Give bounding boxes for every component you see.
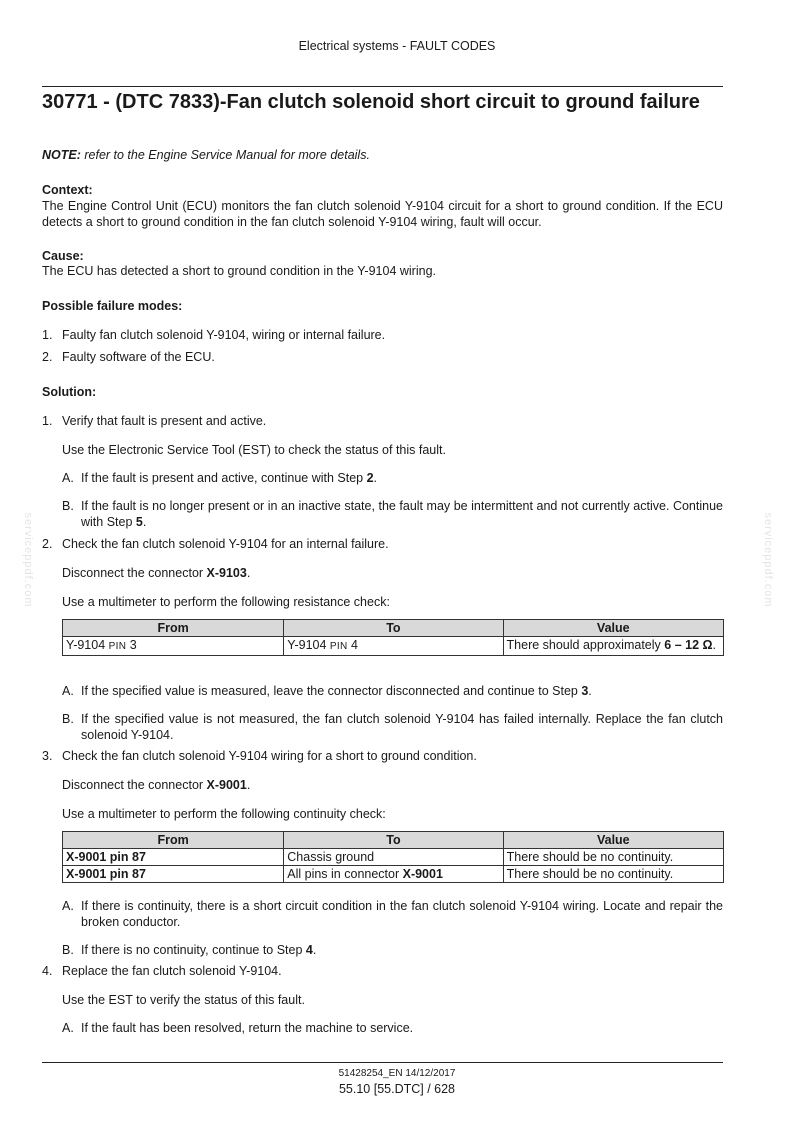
- cell-to: Y-9104 PIN 4: [284, 637, 503, 656]
- page-title: 30771 - (DTC 7833)-Fan clutch solenoid short circuit to ground failure: [42, 91, 700, 113]
- failure-mode-1: Faulty fan clutch solenoid Y-9104, wiring or internal failure.: [62, 328, 386, 342]
- step-1-text: Verify that fault is present and active.: [62, 414, 267, 428]
- col-value: Value: [503, 620, 723, 637]
- step-2b-letter: B.: [62, 712, 74, 726]
- footer-page-number: 55.10 [55.DTC] / 628: [338, 1082, 456, 1096]
- cell-value: There should approximately 6 – 12 Ω.: [503, 637, 723, 656]
- step-1-para: Use the Electronic Service Tool (EST) to check the status of this fault.: [62, 443, 446, 457]
- table-row: [63, 637, 724, 656]
- step-link-4: 4: [305, 943, 313, 957]
- step-3-para: Use a multimeter to perform the following continuity check:: [62, 807, 386, 821]
- note-text: refer to the Engine Service Manual for more details.: [80, 148, 370, 162]
- connector-x9103: X-9103: [206, 566, 247, 580]
- step-link-2: 2: [366, 471, 374, 485]
- step-3b-letter: B.: [62, 943, 74, 957]
- cell-from: X-9001 pin 87: [63, 849, 284, 866]
- cell-value: There should be no continuity.: [503, 866, 723, 883]
- watermark-right: serviceppdf.com: [762, 512, 774, 608]
- col-to: To: [284, 620, 503, 637]
- watermark-left: serviceppdf.com: [22, 512, 34, 608]
- step-2a-letter: A.: [62, 684, 74, 698]
- step-3-text: Check the fan clutch solenoid Y-9104 wiring for a short to ground condition.: [62, 749, 477, 763]
- context-text: The Engine Control Unit (ECU) monitors the fan clutch solenoid Y-9104 circuit for a short to ground condition. If the ECU detects a short to ground condition in the fan clutch solenoid Y-9104 wiring, fault will occur.: [42, 199, 723, 229]
- step-3-disconnect: Disconnect the connector X-9001.: [62, 778, 251, 792]
- col-from: From: [63, 832, 284, 849]
- footer-rule: [42, 1062, 723, 1063]
- cell-to: Chassis ground: [284, 849, 503, 866]
- step-1-num: 1.: [42, 414, 53, 428]
- step-3-num: 3.: [42, 749, 53, 763]
- step-4-num: 4.: [42, 964, 53, 978]
- step-4-para: Use the EST to verify the status of this fault.: [62, 993, 305, 1007]
- note: [42, 147, 723, 163]
- failure-mode-2: Faulty software of the ECU.: [62, 350, 215, 364]
- resistance-check-table: [62, 619, 724, 656]
- step-3a-letter: A.: [62, 899, 74, 913]
- table-row: [63, 866, 724, 883]
- step-2b: If the specified value is not measured, the fan clutch solenoid Y-9104 has failed internally. Replace the fan clutch solenoid Y-9104.: [81, 712, 723, 742]
- step-1a-letter: A.: [62, 471, 74, 485]
- failure-mode-1-num: 1.: [42, 328, 53, 342]
- step-1b-letter: B.: [62, 499, 74, 513]
- table-row: [63, 849, 724, 866]
- col-from: From: [63, 620, 284, 637]
- step-2a: If the specified value is measured, leave the connector disconnected and continue to Step 3.: [81, 684, 592, 698]
- connector-x9001: X-9001: [206, 778, 247, 792]
- cell-from: Y-9104 PIN 3: [63, 637, 284, 656]
- footer-doc-id: 51428254_EN 14/12/2017: [338, 1068, 456, 1079]
- step-2-num: 2.: [42, 537, 53, 551]
- col-to: To: [284, 832, 503, 849]
- cause-text: The ECU has detected a short to ground condition in the Y-9104 wiring.: [42, 264, 437, 278]
- step-3a: If there is continuity, there is a short circuit condition in the fan clutch solenoid Y-9104 wiring. Locate and repair the broken conductor.: [81, 899, 723, 929]
- cell-value: There should be no continuity.: [503, 849, 723, 866]
- step-1a: If the fault is present and active, continue with Step 2.: [81, 471, 378, 485]
- failure-modes-heading: Possible failure modes:: [42, 299, 183, 313]
- step-4a: If the fault has been resolved, return the machine to service.: [81, 1021, 414, 1035]
- note-label: NOTE:: [42, 148, 81, 162]
- step-2-text: Check the fan clutch solenoid Y-9104 for an internal failure.: [62, 537, 389, 551]
- step-2-para: Use a multimeter to perform the following resistance check:: [62, 595, 390, 609]
- col-value: Value: [503, 832, 723, 849]
- cause-heading: Cause:: [42, 249, 84, 263]
- failure-mode-2-num: 2.: [42, 350, 53, 364]
- continuity-check-table: [62, 831, 724, 883]
- step-2-disconnect: Disconnect the connector X-9103.: [62, 566, 251, 580]
- context-heading: Context:: [42, 183, 93, 197]
- cell-to: All pins in connector X-9001: [284, 866, 503, 883]
- step-link-3: 3: [581, 684, 589, 698]
- step-link-5: 5: [135, 515, 143, 529]
- step-3b: If there is no continuity, continue to Step 4.: [81, 943, 317, 957]
- page-header: Electrical systems - FAULT CODES: [298, 39, 496, 53]
- step-4-text: Replace the fan clutch solenoid Y-9104.: [62, 964, 282, 978]
- cell-from: X-9001 pin 87: [63, 866, 284, 883]
- step-4a-letter: A.: [62, 1021, 74, 1035]
- solution-heading: Solution:: [42, 385, 97, 399]
- header-rule: [42, 86, 723, 87]
- step-1b: If the fault is no longer present or in an inactive state, the fault may be intermittent and not currently active. Continue with Step 5.: [81, 499, 723, 529]
